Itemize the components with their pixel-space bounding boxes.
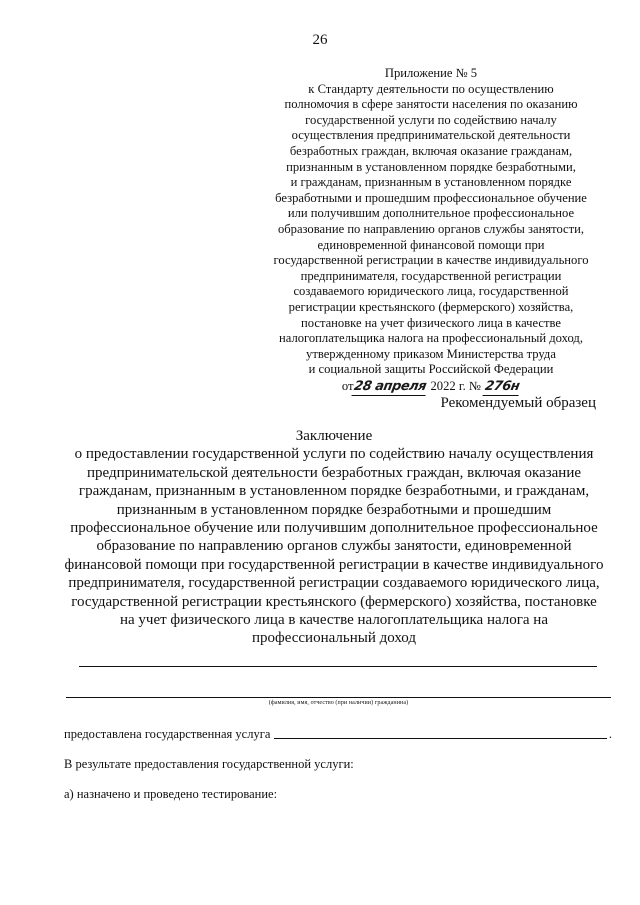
service-field-tail: . xyxy=(608,727,612,741)
conclusion-line: признанным в установленном порядке безработными и прошедшим xyxy=(116,501,552,518)
conclusion-line: профессиональное обучение или получившим дополнительное профессиональное xyxy=(70,520,598,537)
page-number: 26 xyxy=(312,32,328,48)
appendix-line: безработных граждан, включая оказание гражданам, xyxy=(289,143,573,158)
service-field-row xyxy=(64,727,612,742)
order-signature xyxy=(272,379,590,396)
appendix-header xyxy=(272,66,590,395)
conclusion-line: гражданам, признанным в установленном порядке безработными, и гражданам, xyxy=(78,483,590,500)
name-blank-line[interactable] xyxy=(66,697,611,698)
appendix-line: единовременной финансовой помощи при xyxy=(317,237,545,252)
appendix-line: создаваемого юридического лица, государственной xyxy=(293,284,569,299)
appendix-line: утвержденному приказом Министерства труда xyxy=(306,346,556,361)
appendix-line: государственной регистрации в качестве индивидуального xyxy=(273,253,589,268)
appendix-line: безработными и прошедшим профессиональное обучение xyxy=(275,190,587,205)
conclusion-line: предпринимателя, государственной регистрации создаваемого юридического лица, xyxy=(68,575,600,592)
appendix-line: предпринимателя, государственной регистрации xyxy=(300,268,562,283)
appendix-line: полномочия в сфере занятости населения по оказанию xyxy=(284,97,578,112)
appendix-line: или получившим дополнительное профессиональное xyxy=(287,206,575,221)
conclusion-block xyxy=(58,427,610,648)
appendix-line: постановке на учет физического лица в качестве xyxy=(301,315,561,330)
order-prefix: от xyxy=(341,378,354,393)
name-caption: (фамилия, имя, отчество (при наличии) гражданина) xyxy=(268,700,409,706)
appendix-line: и гражданам, признанным в установленном порядке xyxy=(290,175,572,190)
conclusion-line: образование по направлению органов службы занятости, единовременной xyxy=(96,538,572,555)
conclusion-line: на учет физического лица в качестве налогоплательщика налога на xyxy=(119,612,548,629)
item-a-text: а) назначено и проведено тестирование: xyxy=(64,787,278,801)
handwritten-date: 28 апреля xyxy=(353,378,428,394)
service-field-blank[interactable] xyxy=(274,737,607,739)
appendix-line: к Стандарту деятельности по осуществлению xyxy=(308,81,554,96)
order-year: 2022 г. № xyxy=(430,378,481,393)
appendix-title: Приложение № 5 xyxy=(384,66,478,80)
conclusion-line: государственной регистрации крестьянского (фермерского) хозяйства, постановке xyxy=(71,593,597,610)
conclusion-line: финансовой помощи при государственной регистрации в качестве индивидуального xyxy=(64,556,604,573)
handwritten-number: 276н xyxy=(483,378,521,394)
appendix-line: регистрации крестьянского (фермерского) хозяйства, xyxy=(288,299,574,314)
appendix-line: государственной услуги по содействию началу xyxy=(305,112,557,127)
conclusion-line: профессиональный доход xyxy=(251,630,417,647)
appendix-line: налогоплательщика налога на профессиональный доход, xyxy=(279,331,583,346)
appendix-line: осуществления предпринимательской деятельности xyxy=(291,128,571,143)
appendix-line: признанным в установленном порядке безработными, xyxy=(286,159,576,174)
appendix-line: образование по направлению органов службы занятости, xyxy=(277,221,585,236)
conclusion-heading: Заключение xyxy=(295,428,373,444)
sample-label: Рекомендуемый образец xyxy=(440,395,596,411)
conclusion-line: о предоставлении государственной услуги по содействию началу осуществления xyxy=(74,446,594,463)
conclusion-line: предпринимательской деятельности безработных граждан, включая оказание xyxy=(86,464,582,481)
blank-line-1[interactable] xyxy=(79,666,597,667)
result-text: В результате предоставления государственной услуги: xyxy=(64,757,354,771)
service-field-label: предоставлена государственная услуга xyxy=(64,727,271,741)
appendix-line: и социальной защиты Российской Федерации xyxy=(308,362,554,377)
